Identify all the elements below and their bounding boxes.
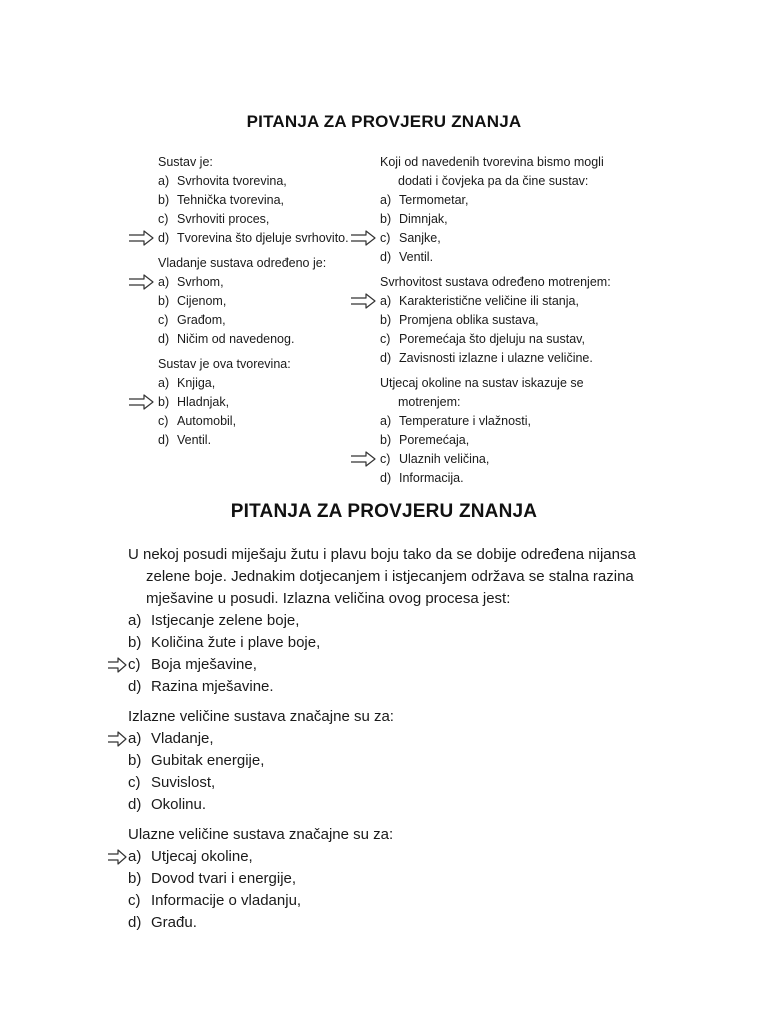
hand-drawn-arrow-icon: [350, 293, 376, 309]
option-letter: c): [380, 332, 391, 346]
option-text: Svrhom,: [177, 275, 224, 289]
option-text: Knjiga,: [177, 376, 216, 390]
option-letter: a): [128, 730, 142, 747]
question-stem-line: Vladanje sustava određeno je:: [158, 256, 327, 270]
answer-option: [128, 654, 648, 676]
answer-option: [380, 469, 650, 488]
option-letter: b): [158, 395, 170, 409]
option-text: Gubitak energije,: [151, 752, 265, 769]
option-text: Vladanje,: [151, 730, 214, 747]
option-letter: a): [158, 174, 170, 188]
option-letter: c): [128, 892, 141, 909]
question-stem-line: motrenjem:: [398, 395, 461, 409]
answer-option: [158, 172, 368, 191]
hand-drawn-arrow-icon: [128, 230, 154, 246]
option-text: Hladnjak,: [177, 395, 230, 409]
hand-drawn-arrow-icon: [128, 394, 154, 410]
question-stem-line: zelene boje. Jednakim dotjecanjem i istjecanjem održava se stalna razina: [146, 568, 634, 585]
hand-drawn-arrow-icon: [107, 730, 127, 748]
question-block: [128, 706, 648, 816]
option-letter: d): [380, 250, 392, 264]
left-question-column: [158, 153, 368, 450]
answer-option: [128, 610, 648, 632]
option-letter: d): [128, 796, 142, 813]
page-title-top: PITANJA ZA PROVJERU ZNANJA: [246, 112, 522, 131]
option-text: Ničim od navedenog.: [177, 332, 295, 346]
answer-option: [380, 311, 650, 330]
option-text: Tvorevina što djeluje svrhovito.: [177, 231, 349, 245]
answer-option: [128, 846, 648, 868]
question-stem: [158, 355, 368, 374]
question-block: [158, 254, 368, 349]
option-letter: d): [158, 433, 170, 447]
option-text: Ventil.: [177, 433, 212, 447]
question-block: [158, 355, 368, 450]
answer-option: [158, 273, 368, 292]
answer-option: [158, 330, 368, 349]
answer-option: [158, 191, 368, 210]
hand-drawn-arrow-icon: [350, 451, 376, 467]
hand-drawn-arrow-icon: [107, 848, 127, 866]
answer-option: [158, 431, 368, 450]
question-stem-line: Sustav je ova tvorevina:: [158, 357, 291, 371]
option-letter: d): [380, 351, 392, 365]
answer-option: [128, 794, 648, 816]
answer-option: [158, 292, 368, 311]
option-text: Termometar,: [399, 193, 469, 207]
answer-option: [158, 374, 368, 393]
answer-option: [128, 868, 648, 890]
option-text: Građu.: [151, 914, 197, 931]
option-letter: c): [158, 414, 169, 428]
question-block: [380, 273, 650, 368]
question-block: [380, 153, 650, 267]
answer-option: [158, 311, 368, 330]
option-letter: c): [380, 452, 391, 466]
answer-option: [380, 330, 650, 349]
option-text: Okolinu.: [151, 796, 207, 813]
question-stem: [380, 153, 650, 191]
answer-option: [380, 229, 650, 248]
option-letter: c): [158, 313, 169, 327]
option-text: Građom,: [177, 313, 226, 327]
question-stem: [380, 273, 650, 292]
option-letter: b): [158, 294, 170, 308]
option-text: Boja mješavine,: [151, 656, 257, 673]
option-text: Suvislost,: [151, 774, 216, 791]
option-letter: a): [128, 612, 142, 629]
page-title-bottom: PITANJA ZA PROVJERU ZNANJA: [230, 501, 538, 522]
option-text: Promjena oblika sustava,: [399, 313, 539, 327]
bottom-question-section: [128, 544, 648, 934]
option-text: Ulaznih veličina,: [399, 452, 490, 466]
question-stem: [158, 254, 368, 273]
option-text: Svrhoviti proces,: [177, 212, 270, 226]
question-stem-line: Sustav je:: [158, 155, 213, 169]
answer-option: [380, 450, 650, 469]
question-block: [380, 374, 650, 488]
question-stem-line: Izlazne veličine sustava značajne su za:: [128, 708, 394, 725]
answer-option: [128, 890, 648, 912]
question-stem: [128, 824, 648, 846]
option-letter: d): [380, 471, 392, 485]
option-text: Karakteristične veličine ili stanja,: [399, 294, 579, 308]
hand-drawn-arrow-icon: [107, 656, 127, 674]
option-text: Informacije o vladanju,: [151, 892, 302, 909]
option-letter: c): [380, 231, 391, 245]
option-text: Temperature i vlažnosti,: [399, 414, 532, 428]
question-block: [128, 824, 648, 934]
answer-option: [380, 210, 650, 229]
question-stem: [128, 706, 648, 728]
option-text: Ventil.: [399, 250, 434, 264]
answer-option: [128, 676, 648, 698]
option-letter: a): [380, 414, 392, 428]
option-letter: a): [158, 275, 170, 289]
question-block: [158, 153, 368, 248]
option-letter: b): [128, 634, 142, 651]
option-text: Tehnička tvorevina,: [177, 193, 285, 207]
option-letter: d): [158, 332, 170, 346]
option-text: Istjecanje zelene boje,: [151, 612, 300, 629]
option-text: Poremećaja što djeluju na sustav,: [399, 332, 585, 346]
option-letter: b): [380, 313, 392, 327]
question-stem: [128, 544, 648, 610]
option-text: Utjecaj okoline,: [151, 848, 253, 865]
question-stem-line: Utjecaj okoline na sustav iskazuje se: [380, 376, 584, 390]
option-letter: d): [158, 231, 170, 245]
answer-option: [128, 750, 648, 772]
hand-drawn-arrow-icon: [128, 274, 154, 290]
answer-option: [380, 412, 650, 431]
hand-drawn-arrow-icon: [350, 230, 376, 246]
option-letter: c): [128, 656, 141, 673]
answer-option: [158, 393, 368, 412]
question-stem-line: mješavine u posudi. Izlazna veličina ovog procesa jest:: [146, 590, 511, 607]
answer-option: [128, 728, 648, 750]
option-letter: d): [128, 914, 142, 931]
option-letter: c): [158, 212, 169, 226]
option-text: Svrhovita tvorevina,: [177, 174, 287, 188]
option-text: Informacija.: [399, 471, 464, 485]
option-letter: b): [380, 433, 392, 447]
question-stem-line: Svrhovitost sustava određeno motrenjem:: [380, 275, 611, 289]
option-letter: b): [128, 752, 142, 769]
question-stem: [158, 153, 368, 172]
option-text: Zavisnosti izlazne i ulazne veličine.: [399, 351, 593, 365]
option-letter: a): [158, 376, 170, 390]
answer-option: [128, 632, 648, 654]
option-text: Cijenom,: [177, 294, 227, 308]
answer-option: [158, 210, 368, 229]
option-text: Dimnjak,: [399, 212, 448, 226]
answer-option: [380, 431, 650, 450]
answer-option: [158, 412, 368, 431]
option-letter: b): [380, 212, 392, 226]
answer-option: [158, 229, 368, 248]
option-text: Sanjke,: [399, 231, 441, 245]
question-stem-line: Ulazne veličine sustava značajne su za:: [128, 826, 394, 843]
option-text: Količina žute i plave boje,: [151, 634, 321, 651]
option-letter: a): [380, 193, 392, 207]
answer-option: [380, 292, 650, 311]
option-text: Automobil,: [177, 414, 237, 428]
right-question-column: [380, 153, 650, 488]
question-stem: [380, 374, 650, 412]
answer-option: [380, 349, 650, 368]
option-text: Dovod tvari i energije,: [151, 870, 297, 887]
option-letter: d): [128, 678, 142, 695]
question-block: [128, 544, 648, 698]
option-letter: a): [128, 848, 142, 865]
answer-option: [128, 772, 648, 794]
option-letter: c): [128, 774, 141, 791]
option-letter: b): [128, 870, 142, 887]
question-stem-line: Koji od navedenih tvorevina bismo mogli: [380, 155, 604, 169]
option-text: Poremećaja,: [399, 433, 470, 447]
answer-option: [380, 248, 650, 267]
option-letter: a): [380, 294, 392, 308]
question-stem-line: dodati i čovjeka pa da čine sustav:: [398, 174, 589, 188]
option-text: Razina mješavine.: [151, 678, 274, 695]
question-stem-line: U nekoj posudi miješaju žutu i plavu boju tako da se dobije određena nijansa: [128, 546, 636, 563]
answer-option: [128, 912, 648, 934]
option-letter: b): [158, 193, 170, 207]
answer-option: [380, 191, 650, 210]
